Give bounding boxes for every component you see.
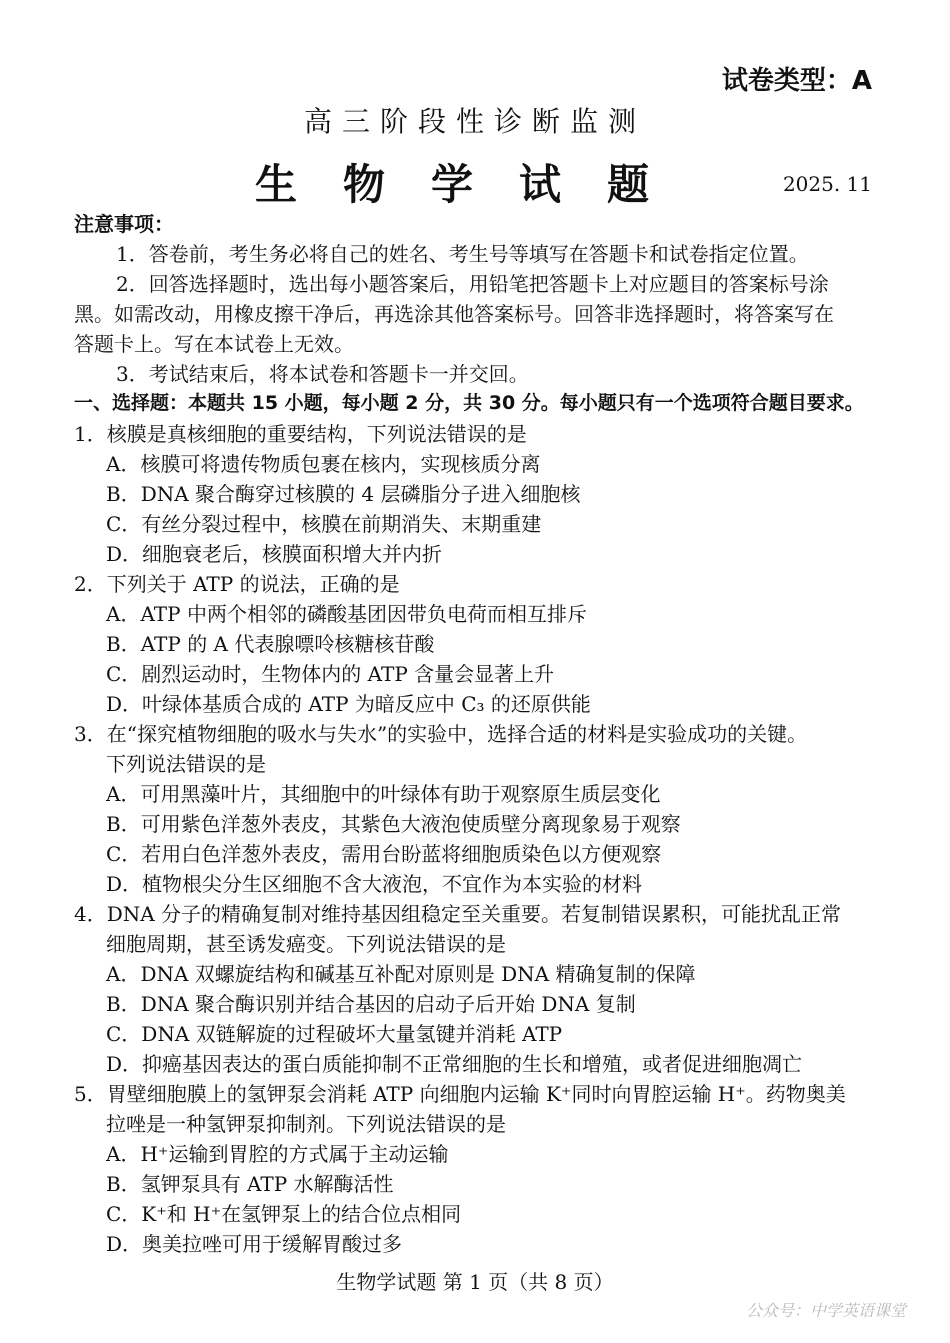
option: B．ATP 的 A 代表腺嘌呤核糖核苷酸 (106, 632, 435, 656)
option: A．核膜可将遗传物质包裹在核内，实现核质分离 (106, 452, 541, 476)
option: A．可用黑藻叶片，其细胞中的叶绿体有助于观察原生质层变化 (106, 782, 661, 806)
page-footer: 生物学试题 第 1 页（共 8 页） (336, 1270, 614, 1294)
exam-date: 2025. 11 (782, 172, 872, 196)
option: D．奥美拉唑可用于缓解胃酸过多 (106, 1232, 403, 1256)
option: A．H⁺运输到胃腔的方式属于主动运输 (106, 1142, 449, 1166)
note-line: 3．考试结束后，将本试卷和答题卡一并交回。 (116, 362, 529, 386)
question-stem-3-cont: 下列说法错误的是 (106, 752, 266, 776)
option: C．DNA 双链解旋的过程破坏大量氢键并消耗 ATP (106, 1022, 563, 1046)
note-line: 2．回答选择题时，选出每小题答案后，用铅笔把答题卡上对应题目的答案标号涂 (116, 272, 829, 296)
option: D．植物根尖分生区细胞不含大液泡，不宜作为本实验的材料 (106, 872, 643, 896)
question-stem-3: 3．在“探究植物细胞的吸水与失水”的实验中，选择合适的材料是实验成功的关键。 (74, 722, 808, 746)
question-stem-4-cont: 细胞周期，甚至诱发癌变。下列说法错误的是 (106, 932, 506, 956)
watermark: 公众号：中学英语课堂 (745, 1301, 906, 1320)
note-line: 答题卡上。写在本试卷上无效。 (74, 332, 354, 356)
option: A．ATP 中两个相邻的磷酸基团因带负电荷而相互排斥 (106, 602, 587, 626)
question-stem-1: 1．核膜是真核细胞的重要结构，下列说法错误的是 (74, 422, 527, 446)
option: C．K⁺和 H⁺在氢钾泵上的结合位点相同 (106, 1202, 462, 1226)
section-heading: 一、选择题：本题共 15 小题，每小题 2 分，共 30 分。每小题只有一个选项符合题目要求。 (74, 392, 864, 414)
paper-type-label: 试卷类型：A (721, 66, 872, 96)
option: C．若用白色洋葱外表皮，需用台盼蓝将细胞质染色以方便观察 (106, 842, 662, 866)
notes-heading: 注意事项： (74, 212, 174, 236)
option: B．可用紫色洋葱外表皮，其紫色大液泡使质壁分离现象易于观察 (106, 812, 681, 836)
exam-subtitle: 高三阶段性诊断监测 (303, 105, 646, 138)
question-stem-4: 4．DNA 分子的精确复制对维持基因组稳定至关重要。若复制错误累积，可能扰乱正常 (74, 902, 842, 926)
option: B．氢钾泵具有 ATP 水解酶活性 (106, 1172, 394, 1196)
exam-title: 生物学试题 (254, 160, 695, 209)
option: B．DNA 聚合酶穿过核膜的 4 层磷脂分子进入细胞核 (106, 482, 581, 506)
question-stem-5-cont: 拉唑是一种氢钾泵抑制剂。下列说法错误的是 (106, 1112, 506, 1136)
option: D．抑癌基因表达的蛋白质能抑制不正常细胞的生长和增殖，或者促进细胞凋亡 (106, 1052, 803, 1076)
question-stem-2: 2．下列关于 ATP 的说法，正确的是 (74, 572, 400, 596)
note-line: 1．答卷前，考生务必将自己的姓名、考生号等填写在答题卡和试卷指定位置。 (116, 242, 809, 266)
question-stem-5: 5．胃壁细胞膜上的氢钾泵会消耗 ATP 向细胞内运输 K⁺同时向胃腔运输 H⁺。药物奥美 (74, 1082, 846, 1106)
option: D．叶绿体基质合成的 ATP 为暗反应中 C₃ 的还原供能 (106, 692, 591, 716)
option: C．有丝分裂过程中，核膜在前期消失、末期重建 (106, 512, 542, 536)
option: C．剧烈运动时，生物体内的 ATP 含量会显著上升 (106, 662, 555, 686)
option: D．细胞衰老后，核膜面积增大并内折 (106, 542, 443, 566)
option: B．DNA 聚合酶识别并结合基因的启动子后开始 DNA 复制 (106, 992, 636, 1016)
option: A．DNA 双螺旋结构和碱基互补配对原则是 DNA 精确复制的保障 (106, 962, 696, 986)
note-line: 黑。如需改动，用橡皮擦干净后，再选涂其他答案标号。回答非选择题时，将答案写在 (74, 302, 834, 326)
